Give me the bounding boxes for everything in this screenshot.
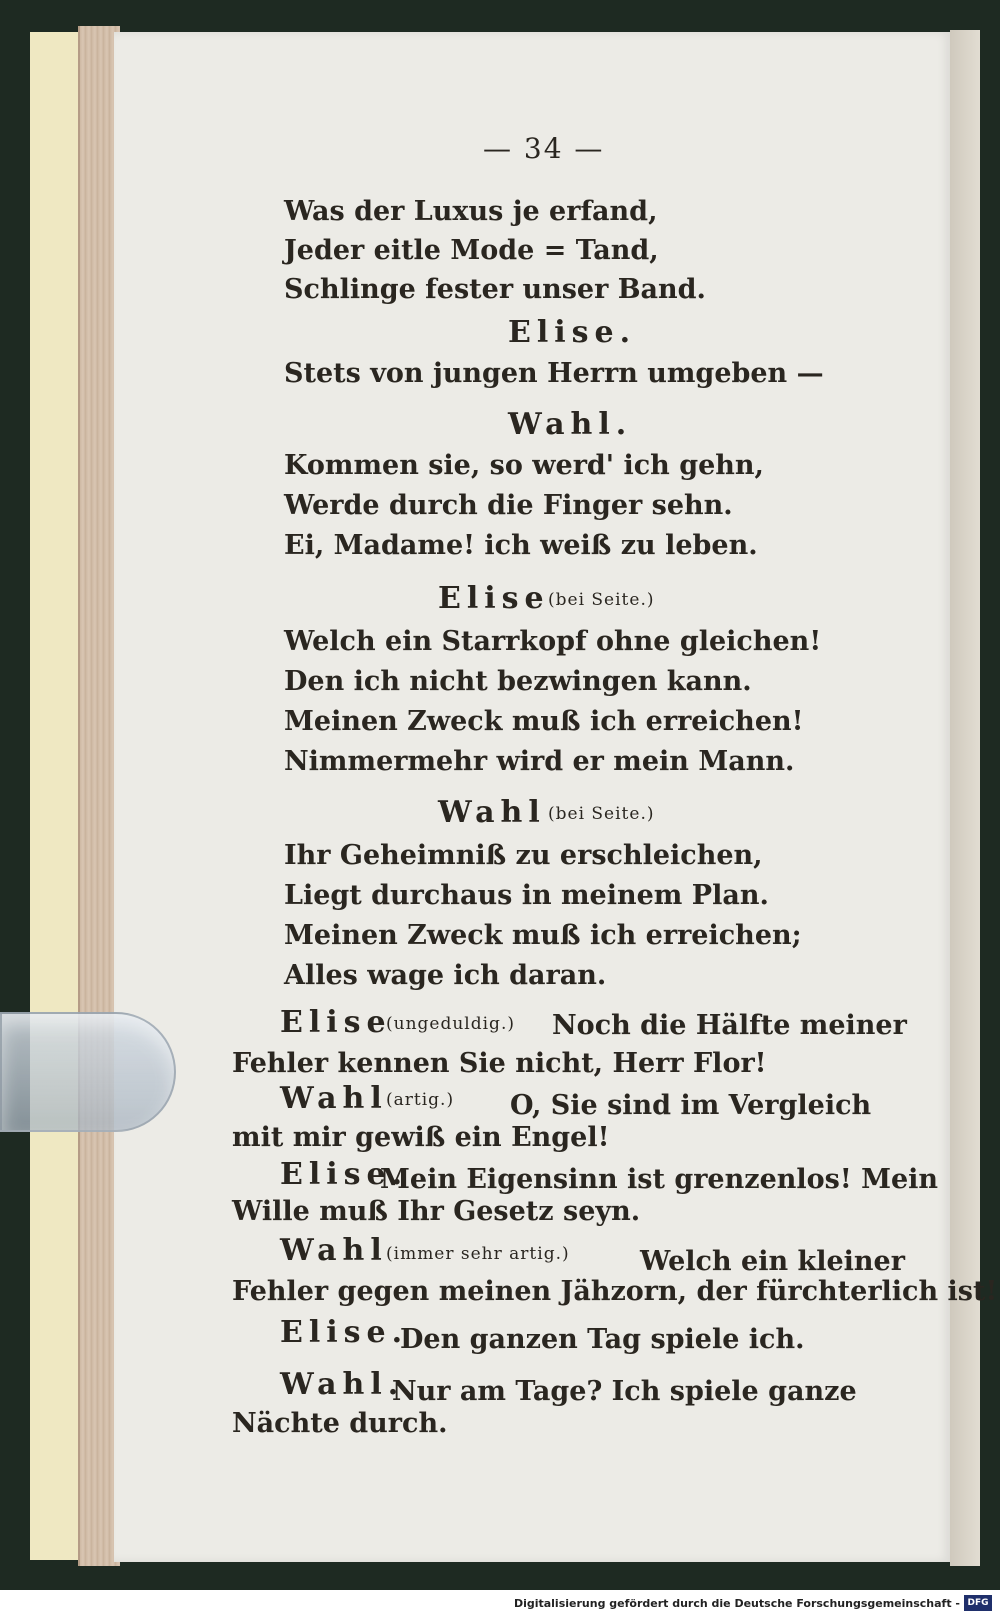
verse-line: Ei, Madame! ich weiß zu leben. bbox=[284, 530, 758, 561]
stage-direction: (immer sehr artig.) bbox=[386, 1244, 570, 1264]
left-cover-strip bbox=[30, 32, 82, 1560]
footer-bar bbox=[0, 1590, 1000, 1618]
verse-line: Den ich nicht bezwingen kann. bbox=[284, 666, 752, 697]
prose-line: Nur am Tage? Ich spiele ganze bbox=[392, 1376, 857, 1407]
verse-line: Werde durch die Finger sehn. bbox=[284, 490, 733, 521]
verse-line: Kommen sie, so werd' ich gehn, bbox=[284, 450, 764, 481]
prose-line: Noch die Hälfte meiner bbox=[552, 1010, 907, 1041]
speaker-name: Wahl. bbox=[280, 1367, 405, 1402]
prose-line: Nächte durch. bbox=[232, 1408, 448, 1439]
prose-line: O, Sie sind im Vergleich bbox=[510, 1090, 872, 1121]
speaker-name: Wahl. bbox=[508, 407, 633, 442]
verse-line: Jeder eitle Mode = Tand, bbox=[284, 235, 659, 266]
verse-line: Welch ein Starrkopf ohne gleichen! bbox=[284, 626, 822, 657]
stage-direction: (artig.) bbox=[386, 1090, 455, 1110]
page-clip bbox=[0, 1012, 176, 1132]
verse-line: Alles wage ich daran. bbox=[284, 960, 607, 991]
prose-line: mit mir gewiß ein Engel! bbox=[232, 1122, 610, 1153]
prose-line: Mein Eigensinn ist grenzenlos! Mein bbox=[380, 1164, 939, 1195]
speaker-name: Wahl bbox=[280, 1233, 388, 1268]
verse-line: Meinen Zweck muß ich erreichen! bbox=[284, 706, 804, 737]
speaker-name: Elise. bbox=[280, 1315, 409, 1350]
verse-line: Liegt durchaus in meinem Plan. bbox=[284, 880, 769, 911]
speaker-name: Elise bbox=[438, 581, 550, 616]
stage-direction: (ungeduldig.) bbox=[386, 1014, 515, 1034]
speaker-name: Elise bbox=[280, 1005, 392, 1040]
speaker-name: Elise. bbox=[280, 1157, 409, 1192]
stage-direction: (bei Seite.) bbox=[548, 804, 655, 824]
dfg-logo: DFG bbox=[964, 1595, 992, 1611]
funding-credit: Digitalisierung gefördert durch die Deutsche Forschungsgemeinschaft - bbox=[513, 1597, 960, 1610]
prose-line: Wille muß Ihr Gesetz seyn. bbox=[232, 1196, 641, 1227]
verse-line: Ihr Geheimniß zu erschleichen, bbox=[284, 840, 763, 871]
stage-direction: (bei Seite.) bbox=[548, 590, 655, 610]
verse-line: Meinen Zweck muß ich erreichen; bbox=[284, 920, 802, 951]
page-number: — 34 — bbox=[483, 132, 605, 165]
verse-line: Schlinge fester unser Band. bbox=[284, 274, 706, 305]
next-page-edge bbox=[950, 30, 980, 1566]
speaker-name: Elise. bbox=[508, 315, 637, 350]
speaker-name: Wahl bbox=[438, 795, 546, 830]
verse-line: Was der Luxus je erfand, bbox=[284, 196, 658, 227]
verse-line: Stets von jungen Herrn umgeben — bbox=[284, 358, 824, 389]
prose-line: Welch ein kleiner bbox=[640, 1246, 905, 1277]
speaker-name: Wahl bbox=[280, 1081, 388, 1116]
prose-line: Fehler gegen meinen Jähzorn, der fürchterlich ist! bbox=[232, 1276, 998, 1307]
prose-line: Den ganzen Tag spiele ich. bbox=[400, 1324, 805, 1355]
prose-line: Fehler kennen Sie nicht, Herr Flor! bbox=[232, 1048, 767, 1079]
verse-line: Nimmermehr wird er mein Mann. bbox=[284, 746, 795, 777]
